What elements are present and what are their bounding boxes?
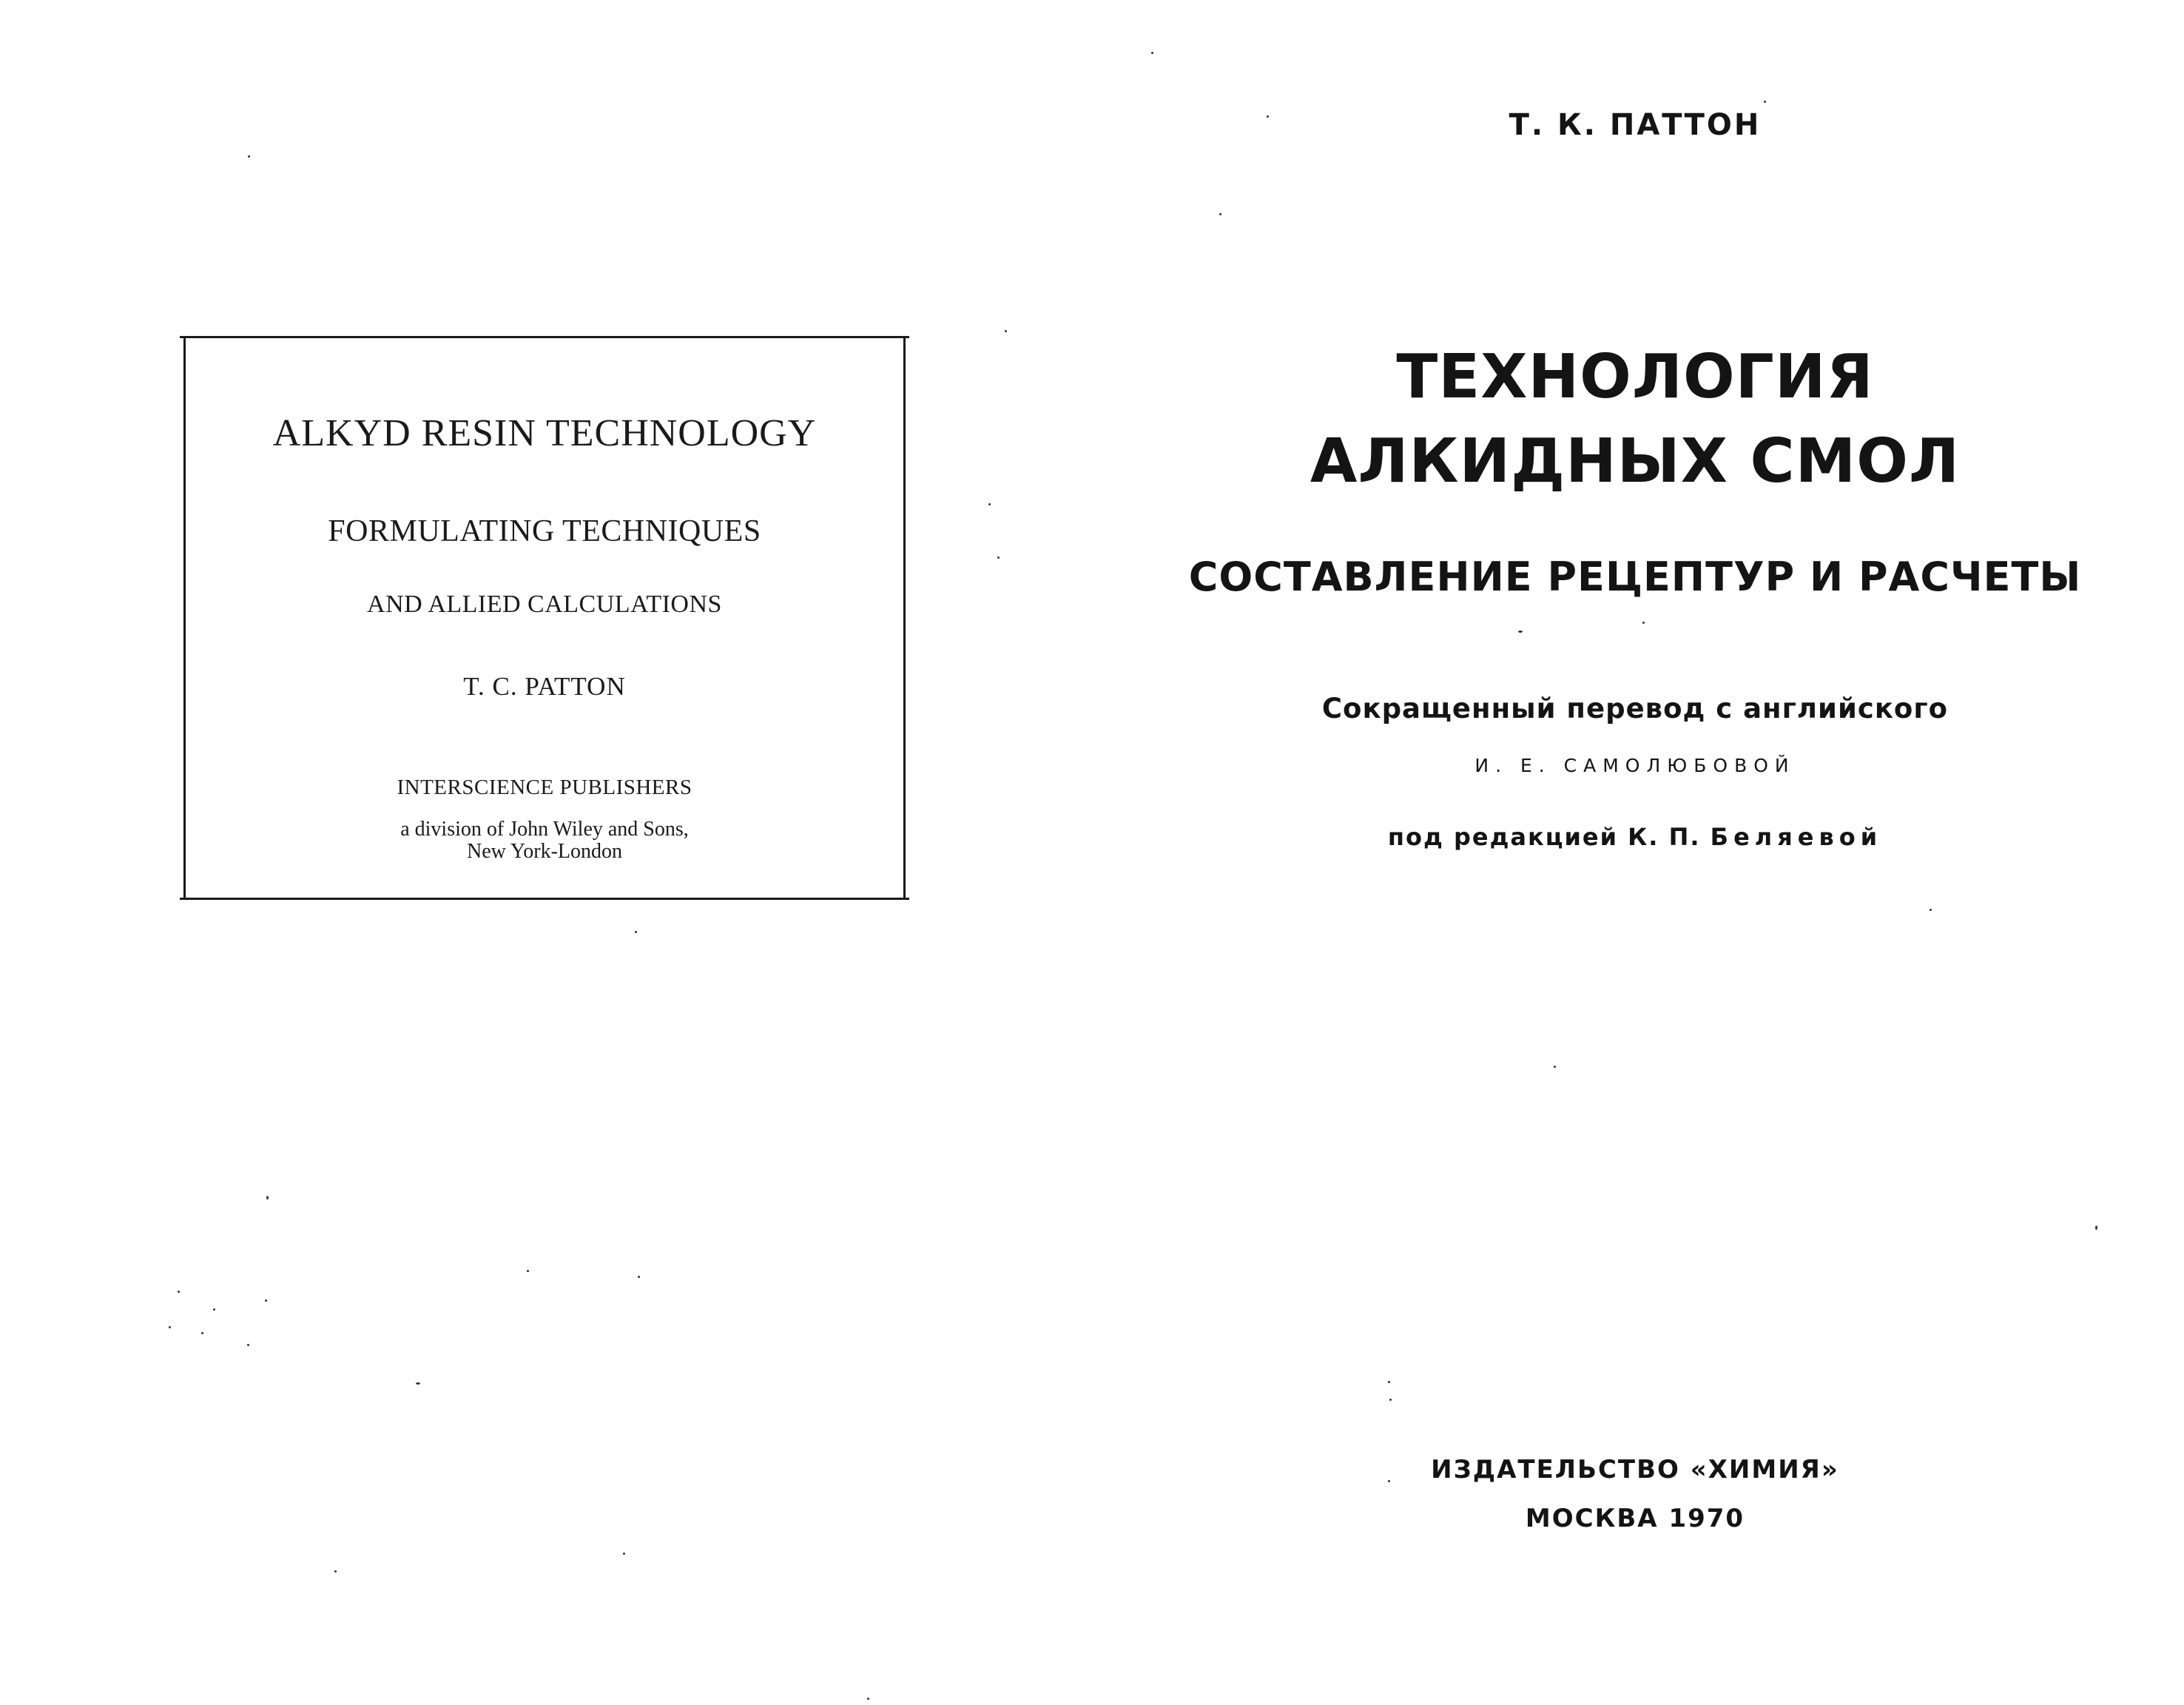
scan-speck	[1005, 330, 1007, 332]
scan-speck	[635, 931, 637, 933]
scan-speck	[1151, 52, 1153, 54]
scan-speck	[247, 1344, 249, 1346]
scan-speck	[1764, 101, 1766, 103]
scan-speck	[997, 556, 1000, 559]
english-title-box	[183, 336, 906, 900]
english-author: T. C. PATTON	[463, 672, 626, 701]
scan-speck	[1518, 630, 1523, 633]
scan-speck	[1554, 1066, 1556, 1068]
russian-subtitle: СОСТАВЛЕНИЕ РЕЦЕПТУР И РАСЧЕТЫ	[1188, 554, 2082, 600]
scan-speck	[178, 1291, 180, 1293]
scan-speck	[201, 1332, 203, 1334]
publisher-division-line-1: a division of John Wiley and Sons,	[400, 818, 689, 841]
english-publisher-division	[186, 818, 903, 863]
english-subtitle-2: AND ALLIED CALCULATIONS	[367, 591, 722, 618]
translator-name: И. Е. САМОЛЮБОВОЙ	[1474, 755, 1796, 776]
publisher-division-line-2: New York-London	[467, 840, 622, 863]
editor-name: Беляевой	[1710, 823, 1883, 851]
scan-speck	[2095, 1225, 2097, 1230]
russian-publisher: ИЗДАТЕЛЬСТВО «ХИМИЯ»	[1431, 1455, 1839, 1484]
scan-speck	[334, 1570, 337, 1573]
english-subtitle: FORMULATING TECHNIQUES	[328, 514, 761, 548]
editor-prefix: под редакцией К. П.	[1387, 823, 1711, 851]
editor-line	[1184, 823, 2086, 851]
scan-speck	[213, 1308, 215, 1311]
scan-speck	[623, 1553, 625, 1555]
english-title: ALKYD RESIN TECHNOLOGY	[272, 412, 817, 454]
scan-speck	[1389, 1399, 1392, 1401]
scan-speck	[416, 1382, 420, 1385]
scan-speck	[248, 155, 250, 158]
scan-speck	[1267, 115, 1269, 118]
scan-speck	[988, 503, 991, 505]
box-top-rule	[180, 336, 909, 338]
russian-author: Т. К. ПАТТОН	[1509, 108, 1762, 142]
russian-title-line-1: ТЕХНОЛОГИЯ	[1396, 342, 1874, 412]
english-publisher: INTERSCIENCE PUBLISHERS	[397, 776, 692, 799]
scan-speck	[266, 1196, 269, 1200]
box-bottom-rule	[180, 898, 909, 900]
russian-title-line-2: АЛКИДНЫХ СМОЛ	[1310, 426, 1961, 497]
scan-speck	[1388, 1480, 1390, 1482]
scan-speck	[1388, 1381, 1390, 1383]
scan-speck	[527, 1270, 529, 1272]
scan-speck	[1219, 213, 1221, 215]
translation-note: Сокращенный перевод с английского	[1321, 693, 1949, 724]
scan-speck	[1642, 622, 1645, 624]
scan-speck	[169, 1326, 171, 1328]
city-year: МОСКВА 1970	[1525, 1504, 1745, 1533]
scan-speck	[265, 1299, 267, 1302]
scan-speck	[1929, 909, 1932, 911]
scan-speck	[867, 1698, 869, 1700]
scan-speck	[638, 1276, 640, 1278]
